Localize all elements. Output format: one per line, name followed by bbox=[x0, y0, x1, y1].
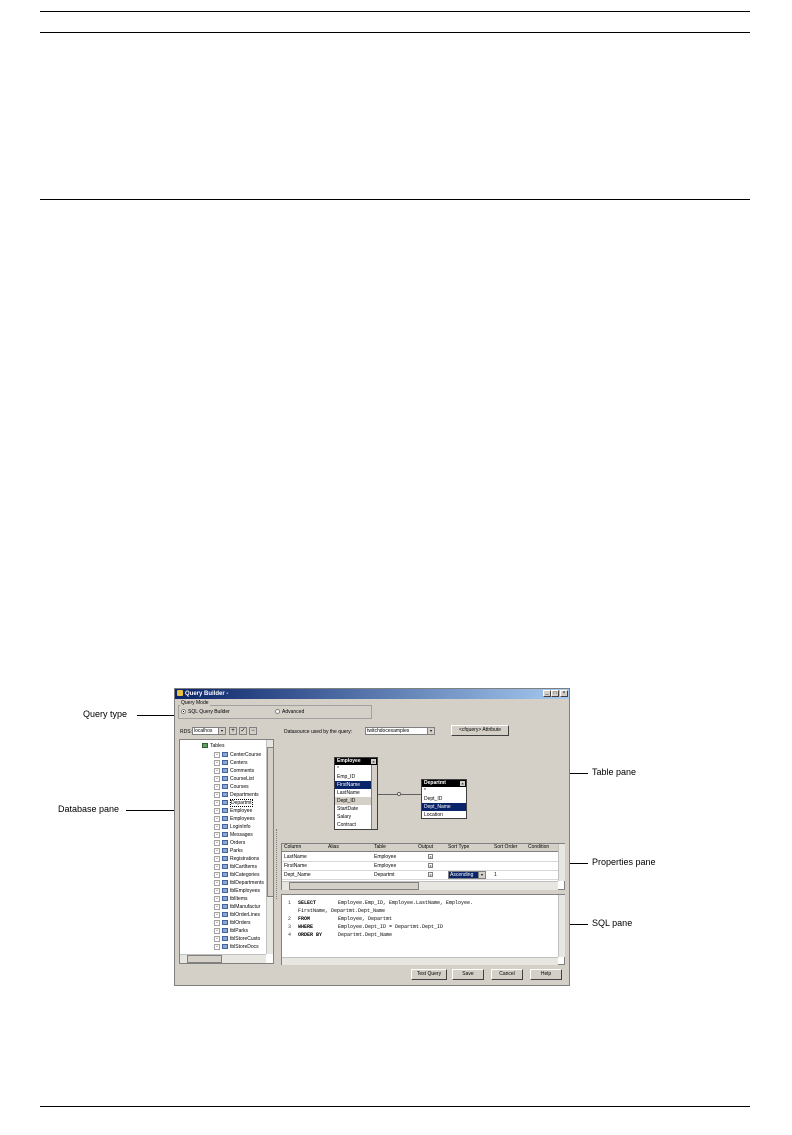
expand-icon[interactable]: + bbox=[214, 760, 220, 766]
window-title: Query Builder - bbox=[185, 691, 229, 697]
tree-item-label: tblManufactur bbox=[230, 904, 261, 910]
table-icon bbox=[222, 904, 228, 909]
expand-icon[interactable]: + bbox=[214, 864, 220, 870]
tree-item[interactable] bbox=[214, 791, 259, 799]
table-icon bbox=[222, 800, 228, 805]
table-icon bbox=[222, 792, 228, 797]
close-button[interactable]: × bbox=[560, 690, 568, 697]
tree-horizontal-scrollbar[interactable] bbox=[180, 954, 266, 963]
callout-database-pane: Database pane bbox=[58, 804, 120, 814]
expand-icon[interactable]: + bbox=[214, 784, 220, 790]
tree-item[interactable] bbox=[214, 823, 251, 831]
expand-icon[interactable]: + bbox=[214, 872, 220, 878]
table-icon bbox=[222, 912, 228, 917]
table-icon bbox=[222, 752, 228, 757]
expand-icon[interactable]: + bbox=[214, 912, 220, 918]
datasource-select[interactable] bbox=[365, 727, 435, 735]
sql-text: Departmt.Dept_Name bbox=[338, 932, 393, 938]
table-field[interactable]: LastName bbox=[337, 790, 360, 796]
save-button[interactable]: Save bbox=[452, 969, 484, 980]
table-field[interactable]: * bbox=[424, 788, 426, 794]
expand-icon[interactable]: + bbox=[214, 848, 220, 854]
tree-root-tables[interactable] bbox=[202, 742, 224, 750]
sql-keyword: ORDER BY bbox=[298, 932, 323, 938]
edit-rds-button[interactable]: ✓ bbox=[240, 728, 246, 734]
callout-table-pane: Table pane bbox=[592, 767, 637, 777]
sort-type-value: Ascending bbox=[450, 872, 474, 878]
sql-vertical-scrollbar[interactable] bbox=[558, 895, 565, 957]
tree-item[interactable] bbox=[214, 879, 264, 887]
close-icon[interactable]: × bbox=[461, 781, 464, 786]
table-field[interactable]: Dept_Name bbox=[422, 803, 466, 811]
callout-query-type: Query type bbox=[83, 709, 128, 719]
table-icon bbox=[222, 896, 228, 901]
table-icon bbox=[222, 840, 228, 845]
tree-item[interactable] bbox=[214, 815, 255, 823]
tree-item-label: Departments bbox=[230, 792, 259, 798]
title-bar[interactable] bbox=[175, 689, 569, 699]
cfquery-attribute-button[interactable]: <cfquery> Attribute bbox=[451, 725, 509, 736]
line-number: 4 bbox=[288, 932, 292, 938]
tree-item[interactable] bbox=[214, 895, 248, 903]
departmt-table-box[interactable] bbox=[421, 779, 467, 819]
tree-item-label: tblEmployees bbox=[230, 888, 261, 894]
tree-item-label: Registrations bbox=[230, 856, 260, 862]
tree-item-label: tblStoreCusto bbox=[230, 936, 261, 942]
tree-item-label: tblItems bbox=[230, 896, 248, 902]
table-icon bbox=[222, 880, 228, 885]
departmt-fields bbox=[422, 787, 466, 819]
line-number: 2 bbox=[288, 916, 292, 922]
sort-type-select[interactable] bbox=[448, 871, 486, 879]
query-mode-legend: Query Mode bbox=[181, 700, 209, 706]
output-checkbox[interactable]: x bbox=[429, 854, 432, 859]
tree-item-label: tblOrderLines bbox=[230, 912, 261, 918]
tree-item-label: tblParks bbox=[230, 928, 249, 934]
table-field[interactable]: StartDate bbox=[337, 806, 359, 812]
header-rule-bottom bbox=[40, 199, 750, 200]
tree-item-label: CourseList bbox=[230, 776, 254, 782]
tree-hscroll-thumb[interactable] bbox=[187, 955, 222, 963]
tree-item[interactable] bbox=[214, 903, 260, 911]
sql-text: FirstName, Departmt.Dept_Name bbox=[298, 908, 386, 914]
tree-item-label: tblOrders bbox=[230, 920, 251, 926]
table-icon bbox=[222, 776, 228, 781]
line-number: 3 bbox=[288, 924, 292, 930]
tree-item-label: CenterCourse bbox=[230, 752, 262, 758]
table-icon bbox=[222, 808, 228, 813]
tree-item[interactable] bbox=[214, 919, 251, 927]
line-number: 1 bbox=[288, 900, 292, 906]
tree-item-label: Departmt bbox=[231, 800, 252, 806]
expand-icon[interactable]: + bbox=[214, 752, 220, 758]
tree-item[interactable] bbox=[214, 911, 260, 919]
cell-column[interactable]: Dept_Name bbox=[284, 872, 311, 878]
tree-item-label: Parks bbox=[230, 848, 243, 854]
tree-item-label: Centers bbox=[230, 760, 248, 766]
chevron-down-icon: ▾ bbox=[427, 728, 434, 734]
sql-text: Employee.Emp_ID, Employee.LastName, Employee. bbox=[338, 900, 474, 906]
header-rule-top bbox=[40, 11, 750, 12]
output-checkbox[interactable]: x bbox=[429, 863, 432, 868]
sql-line[interactable] bbox=[298, 899, 473, 907]
callout-properties-pane: Properties pane bbox=[592, 857, 656, 867]
tree-item-label: tblCartItems bbox=[230, 864, 257, 870]
column-header[interactable]: Alias bbox=[328, 844, 339, 850]
column-header[interactable]: Sort Type bbox=[448, 844, 470, 850]
radio-advanced-label: Advanced bbox=[282, 709, 305, 715]
sql-line[interactable] bbox=[298, 931, 392, 939]
datasource-label: Datasource used by the query: bbox=[284, 729, 353, 735]
expand-icon[interactable]: + bbox=[214, 904, 220, 910]
table-field[interactable]: Location bbox=[424, 812, 443, 818]
properties-vertical-scrollbar[interactable] bbox=[558, 844, 565, 881]
table-field[interactable]: Contract bbox=[337, 822, 356, 828]
tree-item[interactable] bbox=[214, 831, 253, 839]
column-header[interactable]: Output bbox=[418, 844, 434, 850]
expand-icon[interactable]: + bbox=[214, 776, 220, 782]
tables-folder-icon bbox=[202, 743, 208, 748]
expand-icon[interactable]: + bbox=[214, 888, 220, 894]
table-field[interactable]: Salary bbox=[337, 814, 352, 820]
table-icon bbox=[222, 872, 228, 877]
add-rds-button[interactable]: + bbox=[229, 727, 237, 735]
expand-icon[interactable]: + bbox=[214, 808, 220, 814]
table-icon bbox=[222, 824, 228, 829]
table-icon bbox=[222, 856, 228, 861]
close-icon[interactable]: × bbox=[372, 759, 375, 764]
tree-vertical-scrollbar[interactable] bbox=[266, 740, 274, 954]
expand-icon[interactable]: + bbox=[214, 840, 220, 846]
radio-sql-query-builder[interactable] bbox=[181, 709, 230, 715]
datasource-value: twitchdocexamples bbox=[367, 728, 410, 734]
properties-hscroll-thumb[interactable] bbox=[289, 882, 419, 890]
sql-line[interactable] bbox=[298, 907, 385, 915]
leader-query-type bbox=[137, 715, 179, 716]
expand-icon[interactable]: + bbox=[214, 928, 220, 934]
expand-icon[interactable]: + bbox=[214, 920, 220, 926]
tree-item[interactable] bbox=[214, 807, 252, 815]
cell-table[interactable]: Employee bbox=[374, 854, 397, 860]
app-icon bbox=[177, 690, 183, 696]
table-field[interactable]: Dept_ID bbox=[335, 797, 371, 805]
sql-keyword: SELECT bbox=[298, 900, 317, 906]
tree-item-label: LoginInfo bbox=[230, 824, 251, 830]
tree-item-label: tblDepartments bbox=[230, 880, 264, 886]
rds-select[interactable] bbox=[192, 727, 226, 735]
sql-horizontal-scrollbar[interactable] bbox=[282, 957, 558, 965]
table-icon bbox=[222, 784, 228, 789]
output-checkbox[interactable]: x bbox=[429, 872, 432, 877]
join-marker bbox=[397, 792, 401, 796]
tree-item[interactable] bbox=[214, 943, 259, 951]
employee-table-name: Employee bbox=[337, 758, 361, 764]
table-icon bbox=[222, 944, 228, 949]
tree-item-label: tblStoreDocs bbox=[230, 944, 259, 950]
database-pane[interactable] bbox=[179, 739, 274, 964]
sql-pane[interactable] bbox=[281, 894, 565, 965]
column-header[interactable]: Table bbox=[374, 844, 386, 850]
column-header[interactable]: Sort Order bbox=[494, 844, 518, 850]
table-field[interactable]: FirstName bbox=[335, 781, 371, 789]
sql-keyword: FROM bbox=[298, 916, 311, 922]
sql-text: Employee, Departmt bbox=[338, 916, 393, 922]
table-field[interactable]: Dept_ID bbox=[424, 796, 443, 802]
column-header[interactable]: Column bbox=[284, 844, 302, 850]
row-divider bbox=[282, 870, 558, 871]
table-field[interactable]: * bbox=[337, 766, 339, 772]
tree-item[interactable] bbox=[214, 935, 260, 943]
sql-keyword: WHERE bbox=[298, 924, 314, 930]
tree-item-label: Comments bbox=[230, 768, 255, 774]
tree-item-label: Employees bbox=[230, 816, 255, 822]
maximize-button[interactable]: □ bbox=[551, 690, 559, 697]
departmt-table-name: Departmt bbox=[424, 780, 446, 786]
table-icon bbox=[222, 848, 228, 853]
tree-item[interactable] bbox=[214, 863, 257, 871]
tree-item[interactable] bbox=[214, 775, 254, 783]
employee-box-scrollbar[interactable] bbox=[371, 765, 377, 829]
cell-sort-order[interactable]: 1 bbox=[494, 872, 497, 878]
tree-item-label: Messages bbox=[230, 832, 253, 838]
expand-icon[interactable]: + bbox=[214, 856, 220, 862]
cancel-button[interactable]: Cancel bbox=[491, 969, 523, 980]
radio-empty-icon bbox=[275, 709, 280, 714]
test-query-button[interactable]: Test Query bbox=[411, 969, 447, 980]
properties-horizontal-scrollbar[interactable] bbox=[282, 881, 558, 890]
header-rule-mid bbox=[40, 32, 750, 33]
table-field[interactable]: Emp_ID bbox=[337, 774, 356, 780]
row-divider bbox=[282, 861, 558, 862]
expand-icon[interactable]: + bbox=[214, 896, 220, 902]
table-pane[interactable] bbox=[281, 739, 565, 843]
table-icon bbox=[222, 832, 228, 837]
properties-pane[interactable] bbox=[281, 843, 565, 890]
minimize-button[interactable]: _ bbox=[543, 690, 551, 697]
expand-icon[interactable]: + bbox=[214, 832, 220, 838]
rds-value: localhos bbox=[194, 728, 213, 734]
employee-table-box[interactable] bbox=[334, 757, 378, 830]
tree-item[interactable] bbox=[214, 927, 248, 935]
cell-column[interactable]: FirstName bbox=[284, 863, 308, 869]
tree-item-label: Courses bbox=[230, 784, 249, 790]
table-icon bbox=[222, 864, 228, 869]
column-header[interactable]: Condition bbox=[528, 844, 550, 850]
expand-icon[interactable]: + bbox=[214, 768, 220, 774]
radio-selected-icon bbox=[181, 709, 186, 714]
cell-table[interactable]: Employee bbox=[374, 863, 397, 869]
tree-item-label: tblCategories bbox=[230, 872, 260, 878]
callout-sql-pane: SQL pane bbox=[592, 918, 633, 928]
cell-column[interactable]: LastName bbox=[284, 854, 307, 860]
expand-icon[interactable]: + bbox=[214, 880, 220, 886]
sql-text: Employee.Dept_ID = Departmt.Dept_ID bbox=[338, 924, 444, 930]
tree-item[interactable] bbox=[214, 871, 259, 879]
expand-icon[interactable]: + bbox=[214, 816, 220, 822]
pane-splitter[interactable] bbox=[276, 829, 279, 899]
tree-item[interactable] bbox=[214, 839, 245, 847]
tree-item-label: Employee bbox=[230, 808, 253, 814]
table-icon bbox=[222, 768, 228, 773]
tree-item[interactable] bbox=[214, 767, 254, 775]
expand-icon[interactable]: + bbox=[214, 824, 220, 830]
table-icon bbox=[222, 760, 228, 765]
table-icon bbox=[222, 888, 228, 893]
tree-root-label: Tables bbox=[210, 743, 225, 749]
table-icon bbox=[222, 928, 228, 933]
query-builder-window bbox=[174, 688, 570, 986]
footer-rule bbox=[40, 1106, 750, 1107]
tree-item[interactable] bbox=[214, 759, 248, 767]
cell-table[interactable]: Departmt bbox=[374, 872, 395, 878]
help-button[interactable]: Help bbox=[530, 969, 562, 980]
chevron-down-icon: ▾ bbox=[478, 872, 485, 878]
rds-label: RDS: bbox=[180, 729, 192, 735]
tree-item[interactable] bbox=[214, 783, 249, 791]
expand-icon[interactable]: + bbox=[214, 792, 220, 798]
remove-rds-button[interactable]: − bbox=[249, 727, 257, 735]
radio-sql-label: SQL Query Builder bbox=[188, 709, 230, 715]
tree-item[interactable] bbox=[214, 847, 243, 855]
expand-icon[interactable]: + bbox=[214, 936, 220, 942]
expand-icon[interactable]: + bbox=[214, 944, 220, 950]
table-icon bbox=[222, 920, 228, 925]
tree-item[interactable] bbox=[214, 855, 259, 863]
tree-item[interactable] bbox=[214, 799, 253, 807]
expand-icon[interactable]: + bbox=[214, 800, 220, 806]
table-icon bbox=[222, 936, 228, 941]
tree-item-label: Orders bbox=[230, 840, 246, 846]
chevron-down-icon: ▾ bbox=[218, 728, 225, 734]
row-divider bbox=[282, 879, 558, 880]
departmt-table-header[interactable] bbox=[422, 780, 466, 787]
employee-table-header[interactable] bbox=[335, 758, 377, 765]
tree-item[interactable] bbox=[214, 887, 260, 895]
radio-advanced[interactable] bbox=[275, 709, 304, 715]
sql-line[interactable] bbox=[298, 915, 392, 923]
sql-line[interactable] bbox=[298, 923, 443, 931]
table-icon bbox=[222, 816, 228, 821]
tree-scroll-thumb[interactable] bbox=[267, 747, 274, 897]
tree-item[interactable] bbox=[214, 751, 261, 759]
